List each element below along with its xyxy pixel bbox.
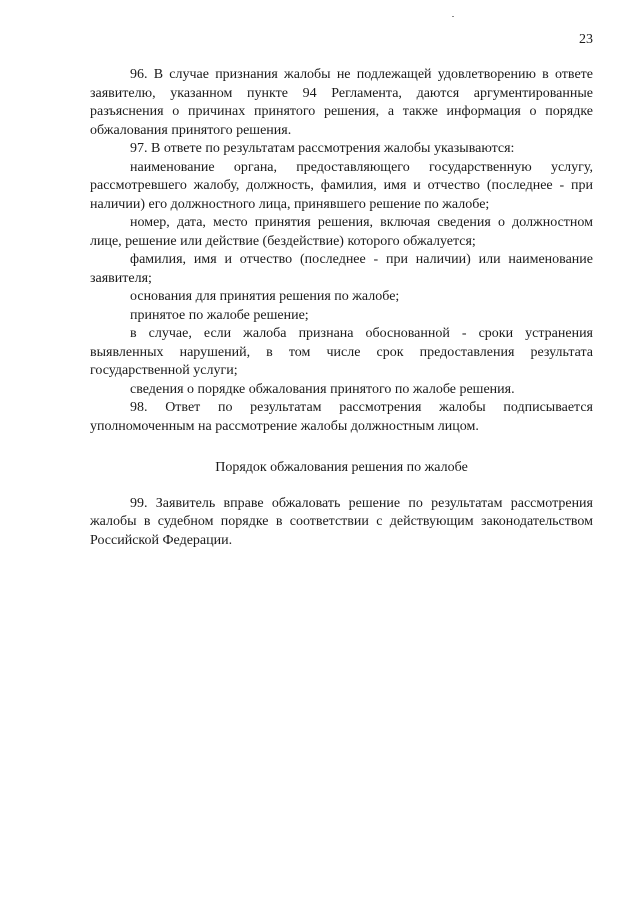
paragraph: номер, дата, место принятия решения, включая сведения о должностном лице, решение или действие (бездействие) которого обжалуется; (90, 215, 593, 249)
scan-artifact (452, 16, 454, 17)
paragraph: фамилия, имя и отчество (последнее - при наличии) или наименование заявителя; (90, 252, 593, 286)
paragraph: основания для принятия решения по жалобе; (130, 289, 400, 304)
section-heading: Порядок обжалования решения по жалобе (215, 460, 468, 475)
paragraph: сведения о порядке обжалования принятого по жалобе решения. (130, 381, 515, 397)
page-number: 23 (579, 32, 593, 47)
paragraph: 97. В ответе по результатам рассмотрения жалобы указываются: (130, 141, 515, 156)
paragraph: 98. Ответ по результатам рассмотрения жалобы подписывается уполномоченным на рассмотрение жалобы должностным лицом. (90, 400, 593, 434)
paragraph: принятое по жалобе решение; (130, 307, 309, 323)
paragraph: наименование органа, предоставляющего государственную услугу, рассмотревшего жалобу, должность, фамилия, имя и отчество (последнее - при наличии) его должностного лица, принявшего решение по жалобе; (90, 159, 593, 212)
document-body (90, 66, 593, 550)
paragraphs-before-heading (90, 66, 593, 436)
paragraph: 96. В случае признания жалобы не подлежащей удовлетворению в ответе заявителю, указанном пункте 94 Регламента, даются аргументированные разъяснения о причинах принятого решения, а также информация о порядке обжалования принятого решения. (90, 67, 593, 138)
paragraph: в случае, если жалоба признана обоснованной - сроки устранения выявленных нарушений, в том числе срок предоставления результата государственной услуги; (90, 326, 593, 378)
paragraphs-after-heading (90, 495, 593, 551)
paragraph: 99. Заявитель вправе обжаловать решение по результатам рассмотрения жалобы в судебном порядке в соответствии с действующим законодательством Российской Федерации. (90, 495, 593, 548)
